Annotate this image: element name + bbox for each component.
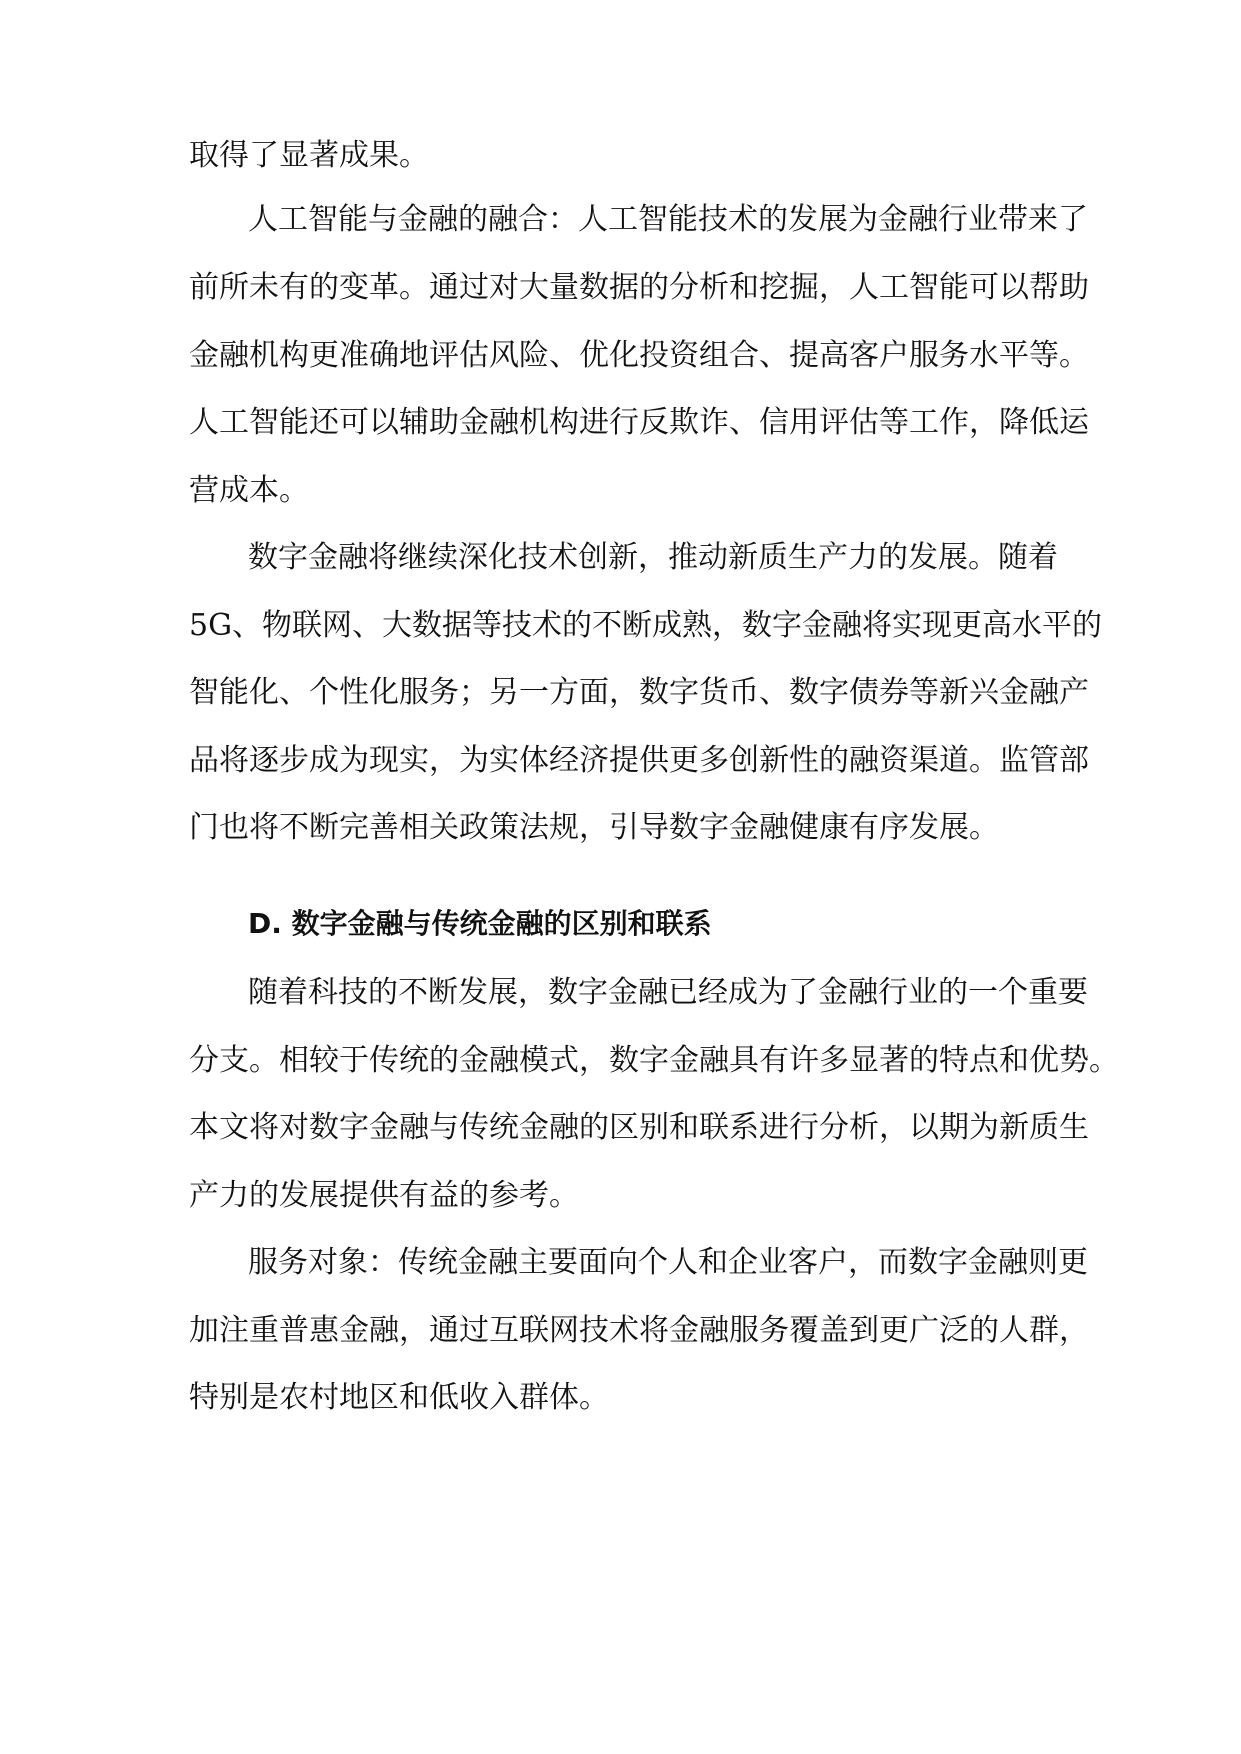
paragraph-line: 加注重普惠金融，通过互联网技术将金融服务覆盖到更广泛的人群，	[189, 1313, 1089, 1348]
paragraph-line: 前所未有的变革。通过对大量数据的分析和挖掘，人工智能可以帮助	[189, 270, 1089, 305]
paragraph-line: 品将逐步成为现实，为实体经济提供更多创新性的融资渠道。监管部	[189, 743, 1089, 778]
section-heading: D. 数字金融与传统金融的区别和联系	[248, 907, 712, 940]
paragraph-line: 产力的发展提供有益的参考。	[189, 1178, 579, 1213]
paragraph-line: 门也将不断完善相关政策法规，引导数字金融健康有序发展。	[189, 810, 999, 845]
paragraph-line: 营成本。	[189, 473, 309, 508]
paragraph-line: 服务对象：传统金融主要面向个人和企业客户，而数字金融则更	[248, 1245, 1088, 1280]
paragraph-line: 分支。相较于传统的金融模式，数字金融具有许多显著的特点和优势。	[189, 1043, 1119, 1078]
paragraph-line: 取得了显著成果。	[189, 138, 429, 173]
paragraph-line: 特别是农村地区和低收入群体。	[189, 1380, 609, 1415]
paragraph-line: 数字金融将继续深化技术创新，推动新质生产力的发展。随着	[248, 540, 1058, 575]
paragraph-line: 人工智能与金融的融合：人工智能技术的发展为金融行业带来了	[248, 202, 1088, 237]
paragraph-line: 人工智能还可以辅助金融机构进行反欺诈、信用评估等工作，降低运	[189, 405, 1089, 440]
paragraph-line: 随着科技的不断发展，数字金融已经成为了金融行业的一个重要	[248, 975, 1088, 1010]
paragraph-line: 本文将对数字金融与传统金融的区别和联系进行分析，以期为新质生	[189, 1110, 1089, 1145]
paragraph-line: 金融机构更准确地评估风险、优化投资组合、提高客户服务水平等。	[189, 338, 1089, 373]
paragraph-line: 智能化、个性化服务；另一方面，数字货币、数字债券等新兴金融产	[189, 675, 1089, 710]
paragraph-line: 5G、物联网、大数据等技术的不断成熟，数字金融将实现更高水平的	[189, 608, 1103, 643]
